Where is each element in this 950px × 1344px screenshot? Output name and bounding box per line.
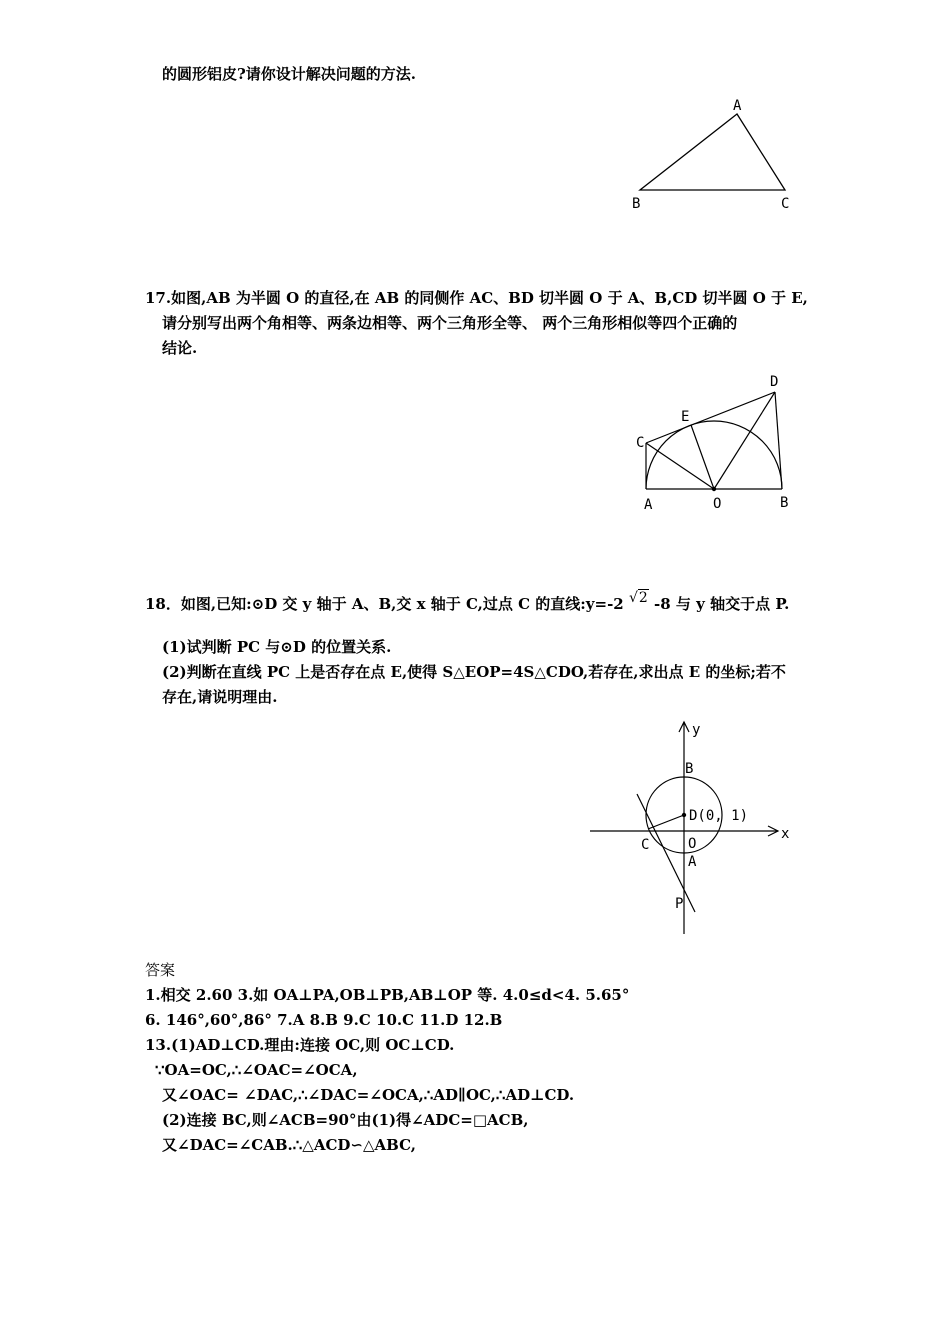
label-c: C xyxy=(641,837,650,853)
answer-line: ∵OA=OC,∴∠OAC=∠OCA, xyxy=(155,1061,358,1079)
tangent-bd xyxy=(775,392,782,489)
q18-line1-post: -8 与 y 轴交于点 P. xyxy=(654,595,790,613)
answers-heading: 答案 xyxy=(145,961,176,979)
answer-line: 又∠DAC=∠CAB.∴△ACD∽△ABC, xyxy=(162,1136,417,1154)
q18-coordinate-figure xyxy=(585,716,800,938)
q16-triangle-figure xyxy=(620,92,810,217)
label-c: C xyxy=(781,196,790,212)
label-d-coord: D(0, 1) xyxy=(689,808,749,824)
label-e: E xyxy=(681,409,690,425)
answer-line: 1.相交 2.60 3.如 OA⊥PA,OB⊥PB,AB⊥OP 等. 4.0≤d<4. 5.65° xyxy=(145,986,630,1004)
answer-line: 又∠OAC= ∠DAC,∴∠DAC=∠OCA,∴AD∥OC,∴AD⊥CD. xyxy=(162,1086,575,1104)
label-a: A xyxy=(733,98,742,114)
answer-line: (2)连接 BC,则∠ACB=90°由(1)得∠ADC=□ACB, xyxy=(162,1111,529,1129)
answer-line: 6. 146°,60°,86° 7.A 8.B 9.C 10.C 11.D 12.B xyxy=(145,1011,503,1029)
q18-line1-pre: 18．如图,已知:⊙D 交 y 轴于 A、B,交 x 轴于 C,过点 C 的直线:y=-2 xyxy=(145,595,624,613)
center-point-o xyxy=(712,487,716,491)
q17-line2: 请分别写出两个角相等、两条边相等、两个三角形全等、 两个三角形相似等四个正确的 xyxy=(162,314,738,332)
label-b: B xyxy=(685,761,694,777)
segment-od xyxy=(714,392,775,489)
label-d: D xyxy=(770,374,779,390)
label-p: P xyxy=(675,896,684,912)
q16-text: 的圆形铝皮?请你设计解决问题的方法. xyxy=(162,65,417,83)
answer-line: 13.(1)AD⊥CD.理由:连接 OC,则 OC⊥CD. xyxy=(145,1036,455,1054)
label-c: C xyxy=(636,435,645,451)
segment-oe xyxy=(691,425,714,489)
q18-line1 xyxy=(145,590,790,615)
label-x: x xyxy=(781,826,790,842)
q17-line3: 结论. xyxy=(162,339,198,357)
semicircle-arc xyxy=(646,421,782,489)
label-o: O xyxy=(688,836,697,852)
label-a: A xyxy=(644,497,653,513)
q17-semicircle-figure xyxy=(628,368,808,518)
label-y: y xyxy=(692,722,701,738)
triangle-abc xyxy=(640,114,785,190)
q18-sub1: (1)试判断 PC 与⊙D 的位置关系. xyxy=(162,638,392,656)
q18-sub2-line2: 存在,请说明理由. xyxy=(162,688,278,706)
radius-dc xyxy=(648,815,684,829)
center-point-d xyxy=(682,813,686,817)
segment-oc xyxy=(646,443,714,489)
label-a: A xyxy=(688,854,697,870)
label-o: O xyxy=(713,496,722,512)
sqrt-radicand: 2 xyxy=(638,590,648,606)
label-b: B xyxy=(780,495,789,511)
sqrt-symbol: √2 xyxy=(628,590,648,606)
label-b: B xyxy=(632,196,641,212)
q18-sub2-line1: (2)判断在直线 PC 上是否存在点 E,使得 S△EOP=4S△CDO,若存在,求出点 E 的坐标;若不 xyxy=(162,663,786,681)
q17-line1: 17.如图,AB 为半圆 O 的直径,在 AB 的同侧作 AC、BD 切半圆 O 于 A、B,CD 切半圆 O 于 E, xyxy=(145,289,808,307)
